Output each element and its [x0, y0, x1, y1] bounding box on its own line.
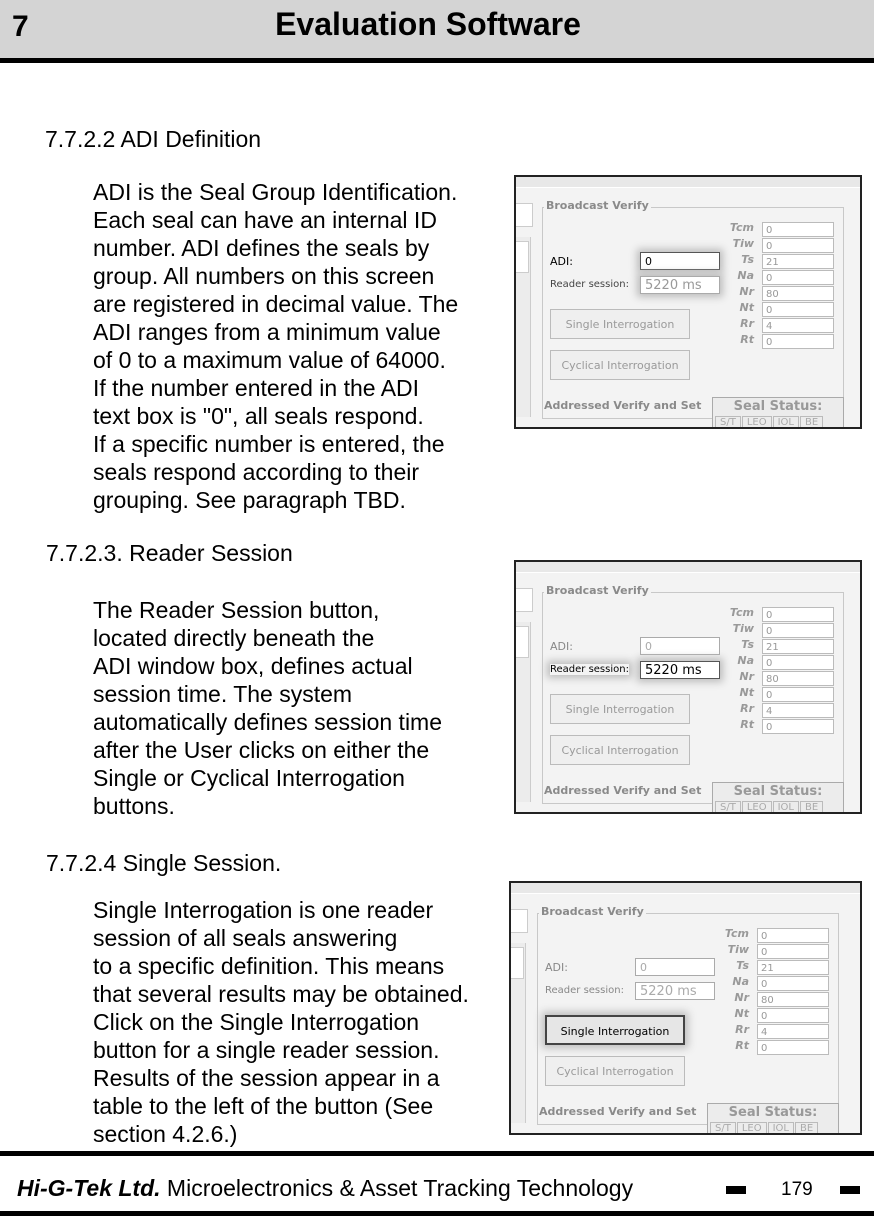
seal-status-title: Seal Status: [728, 1105, 818, 1120]
seal-status-box [712, 782, 844, 814]
param-label: Ts [741, 253, 754, 266]
param-label: Na [737, 269, 754, 282]
reader-session-input[interactable]: 5220 ms [640, 276, 720, 294]
seal-col: IOL [773, 801, 799, 814]
param-field[interactable]: 0 [762, 623, 834, 638]
param-field[interactable]: 0 [762, 334, 834, 349]
broadcast-label: Broadcast Verify [546, 199, 649, 212]
param-label: Rr [740, 317, 754, 330]
param-label: Tiw [732, 237, 754, 250]
seal-status-columns [715, 801, 824, 814]
screenshot-adi [514, 175, 862, 429]
adi-label: ADI: [545, 961, 568, 974]
addressed-label: Addressed Verify and Set [544, 784, 702, 797]
company-name: Hi-G-Tek Ltd. [17, 1175, 161, 1201]
seal-status-title: Seal Status: [733, 784, 823, 799]
param-label: Rr [740, 702, 754, 715]
screenshot-single-interrogation [509, 881, 862, 1135]
seal-status-columns [715, 416, 824, 429]
param-field[interactable]: 0 [762, 270, 834, 285]
addressed-label: Addressed Verify and Set [544, 399, 702, 412]
left-tab [511, 909, 528, 933]
seal-col: LEO [737, 1122, 767, 1135]
param-label: Tcm [724, 927, 749, 940]
footer-rule-top [0, 1151, 874, 1156]
adi-input[interactable]: 0 [640, 637, 720, 655]
param-label: Nt [739, 301, 754, 314]
param-label: Nr [739, 285, 754, 298]
section-heading-adi: 7.7.2.2 ADI Definition [45, 126, 262, 152]
param-field[interactable]: 21 [762, 639, 834, 654]
seal-col: BE [800, 416, 823, 429]
adi-input[interactable]: 0 [640, 252, 720, 270]
section-body-reader-session: The Reader Session button, located directly beneath the ADI window box, defines actual session time. The system automatically defines session time after the User clicks on either the Single or Cyclical Interrogation buttons. [93, 597, 442, 819]
cyclical-interrogation-button[interactable]: Cyclical Interrogation [545, 1056, 685, 1086]
adi-label: ADI: [550, 255, 573, 268]
param-field[interactable]: 4 [757, 1024, 829, 1039]
seal-col: LEO [742, 801, 772, 814]
param-field[interactable]: 0 [757, 1008, 829, 1023]
single-interrogation-button[interactable]: Single Interrogation [545, 1015, 685, 1045]
left-tab [516, 241, 529, 273]
param-field[interactable]: 0 [762, 238, 834, 253]
param-field[interactable]: 80 [762, 671, 834, 686]
reader-session-input[interactable]: 5220 ms [635, 982, 715, 1000]
seal-status-title: Seal Status: [733, 399, 823, 414]
adi-input[interactable]: 0 [635, 958, 715, 976]
seal-col: S/T [715, 416, 741, 429]
screenshot-reader-session [514, 560, 862, 814]
section-body-single-session: Single Interrogation is one reader session of all seals answering to a specific definition. This means that several results may be obtained. Click on the Single Interrogation button for a single reader session. Results of the session appear in a table to the left of the button (See section 4.2.6.) [93, 897, 469, 1147]
reader-session-input[interactable]: 5220 ms [640, 661, 720, 679]
seal-col: S/T [710, 1122, 736, 1135]
param-field[interactable]: 0 [762, 607, 834, 622]
param-label: Na [737, 654, 754, 667]
seal-col: S/T [715, 801, 741, 814]
param-label: Tiw [732, 622, 754, 635]
param-label: Nr [739, 670, 754, 683]
section-heading-reader-session: 7.7.2.3. Reader Session [46, 540, 293, 566]
param-field[interactable]: 0 [757, 944, 829, 959]
footer-rule-bottom [0, 1211, 874, 1216]
window-strip [511, 883, 860, 894]
chapter-number: 7 [12, 10, 29, 43]
seal-status-box [712, 397, 844, 429]
param-label: Nr [734, 991, 749, 1004]
param-field[interactable]: 0 [762, 719, 834, 734]
seal-col: LEO [742, 416, 772, 429]
param-field[interactable]: 0 [762, 687, 834, 702]
param-label: Rt [740, 333, 754, 346]
param-field[interactable]: 0 [757, 1040, 829, 1055]
single-interrogation-button[interactable]: Single Interrogation [550, 694, 690, 724]
param-label: Ts [736, 959, 749, 972]
seal-col: BE [795, 1122, 818, 1135]
param-field[interactable]: 21 [757, 960, 829, 975]
section-body-adi: ADI is the Seal Group Identification. Each seal can have an internal ID number. ADI defines the seals by group. All numbers on this screen are registered in decimal value. The ADI ranges from a minimum value of 0 to a maximum value of 64000. If the number entered in the ADI text box is "0", all seals respond. If a specific number is entered, the seals respond according to their grouping. See paragraph TBD. [93, 179, 459, 513]
param-field[interactable]: 0 [762, 302, 834, 317]
param-label: Nt [739, 686, 754, 699]
param-label: Rt [735, 1039, 749, 1052]
footer-mark [840, 1186, 860, 1194]
param-field[interactable]: 4 [762, 318, 834, 333]
param-field[interactable]: 0 [757, 976, 829, 991]
param-field[interactable]: 80 [762, 286, 834, 301]
param-field[interactable]: 4 [762, 703, 834, 718]
reader-session-label: Reader session: [545, 985, 624, 996]
page-title: Evaluation Software [275, 6, 581, 42]
section-heading-single-session: 7.7.2.4 Single Session. [46, 850, 282, 876]
window-strip [516, 562, 860, 573]
param-label: Tcm [729, 221, 754, 234]
left-tab [516, 203, 533, 227]
param-field[interactable]: 0 [757, 928, 829, 943]
left-tab [516, 588, 533, 612]
broadcast-label: Broadcast Verify [546, 584, 649, 597]
left-tab [511, 947, 524, 979]
footer-text [17, 1175, 633, 1202]
header-rule [0, 58, 874, 63]
param-label: Rt [740, 718, 754, 731]
param-field[interactable]: 80 [757, 992, 829, 1007]
seal-col: IOL [773, 416, 799, 429]
window-strip [516, 177, 860, 188]
param-label: Na [732, 975, 749, 988]
adi-label: ADI: [550, 640, 573, 653]
broadcast-label: Broadcast Verify [541, 905, 644, 918]
company-tagline: Microelectronics & Asset Tracking Technology [160, 1175, 634, 1201]
seal-status-box [707, 1103, 839, 1135]
param-label: Tcm [729, 606, 754, 619]
seal-col: IOL [768, 1122, 794, 1135]
single-interrogation-button[interactable]: Single Interrogation [550, 309, 690, 339]
footer-mark [726, 1186, 746, 1194]
seal-status-columns [710, 1122, 819, 1135]
param-label: Ts [741, 638, 754, 651]
page-number: 179 [781, 1179, 813, 1200]
param-field[interactable]: 21 [762, 254, 834, 269]
param-label: Nt [734, 1007, 749, 1020]
cyclical-interrogation-button[interactable]: Cyclical Interrogation [550, 350, 690, 380]
cyclical-interrogation-button[interactable]: Cyclical Interrogation [550, 735, 690, 765]
param-label: Tiw [727, 943, 749, 956]
reader-session-label: Reader session: [550, 279, 629, 290]
param-label: Rr [735, 1023, 749, 1036]
param-field[interactable]: 0 [762, 222, 834, 237]
seal-col: BE [800, 801, 823, 814]
left-tab [516, 626, 529, 658]
reader-session-label: Reader session: [550, 664, 629, 675]
param-field[interactable]: 0 [762, 655, 834, 670]
addressed-label: Addressed Verify and Set [539, 1105, 697, 1118]
